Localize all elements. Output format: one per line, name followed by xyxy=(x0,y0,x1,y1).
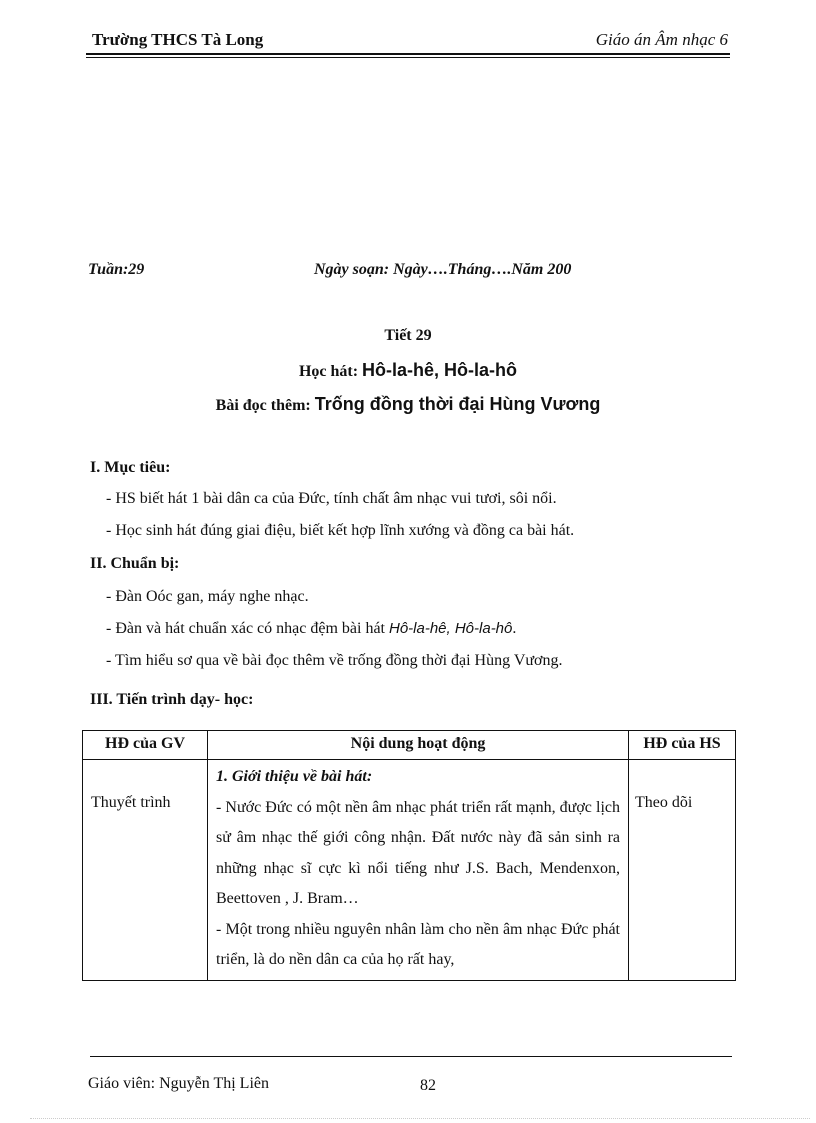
prep-date: Ngày soạn: Ngày….Tháng….Năm 200 xyxy=(314,261,572,278)
header-subject: Giáo án Âm nhạc 6 xyxy=(595,30,728,49)
preparation-item-2 xyxy=(106,620,516,638)
song-line xyxy=(0,360,816,381)
student-activity: Theo dõi xyxy=(629,760,736,981)
content-cell xyxy=(208,760,629,981)
period-title: Tiết 29 xyxy=(384,327,432,344)
reading-prefix: Bài đọc thêm: xyxy=(215,397,311,414)
lesson-plan-table xyxy=(82,730,736,981)
content-paragraph-1: - Nước Đức có một nền âm nhạc phát triển rất mạnh, được lịch sử âm nhạc thế giới công nhận. Đất nước này đã sản sinh ra những nhạc sĩ cực kì nổi tiếng như J.S. Bach, Mendenxon, Beettoven , J. Bram… xyxy=(216,798,620,907)
song-prefix: Học hát: xyxy=(298,363,359,380)
footer-teacher: Giáo viên: Nguyễn Thị Liên xyxy=(88,1075,269,1092)
footer-rule xyxy=(90,1056,732,1057)
header-teacher-activity: HĐ của GV xyxy=(83,731,208,760)
week-label: Tuần:29 xyxy=(88,261,145,278)
content-title: 1. Giới thiệu về bài hát: xyxy=(216,768,373,785)
reading-title: Trống đồng thời đại Hùng Vương xyxy=(314,394,601,414)
preparation-item-3: - Tìm hiểu sơ qua về bài đọc thêm về trống đồng thời đại Hùng Vương. xyxy=(106,652,563,669)
objective-item-1: - HS biết hát 1 bài dân ca của Đức, tính chất âm nhạc vui tươi, sôi nổi. xyxy=(106,490,557,507)
preparation-item-1: - Đàn Oóc gan, máy nghe nhạc. xyxy=(106,588,309,605)
preparation-item-2-end: . xyxy=(512,620,517,637)
header-rule-thin xyxy=(86,57,730,58)
header-school: Trường THCS Tà Long xyxy=(92,30,264,49)
preparation-heading: II. Chuẩn bị: xyxy=(90,555,180,572)
table-row xyxy=(83,760,736,981)
teacher-activity: Thuyết trình xyxy=(83,760,208,981)
page-edge-dotted-line xyxy=(30,1118,810,1119)
header-content: Nội dung hoạt động xyxy=(208,731,629,760)
song-title: Hô-la-hê, Hô-la-hô xyxy=(362,360,518,380)
header-student-activity: HĐ của HS xyxy=(629,731,736,760)
page-number: 82 xyxy=(420,1077,436,1094)
header-rule xyxy=(86,53,730,55)
objective-item-2: - Học sinh hát đúng giai điệu, biết kết hợp lĩnh xướng và đồng ca bài hát. xyxy=(106,522,575,539)
table-header-row xyxy=(83,731,736,760)
reading-line xyxy=(0,394,816,415)
preparation-item-2-text: - Đàn và hát chuẩn xác có nhạc đệm bài hát xyxy=(106,620,389,637)
process-heading: III. Tiến trình dạy- học: xyxy=(90,691,254,708)
preparation-song-title: Hô-la-hê, Hô-la-hô xyxy=(388,620,513,637)
content-paragraph-2: - Một trong nhiều nguyên nhân làm cho nền âm nhạc Đức phát triển, là do nền dân ca của họ rất hay, xyxy=(216,920,620,968)
objectives-heading: I. Mục tiêu: xyxy=(90,459,171,476)
